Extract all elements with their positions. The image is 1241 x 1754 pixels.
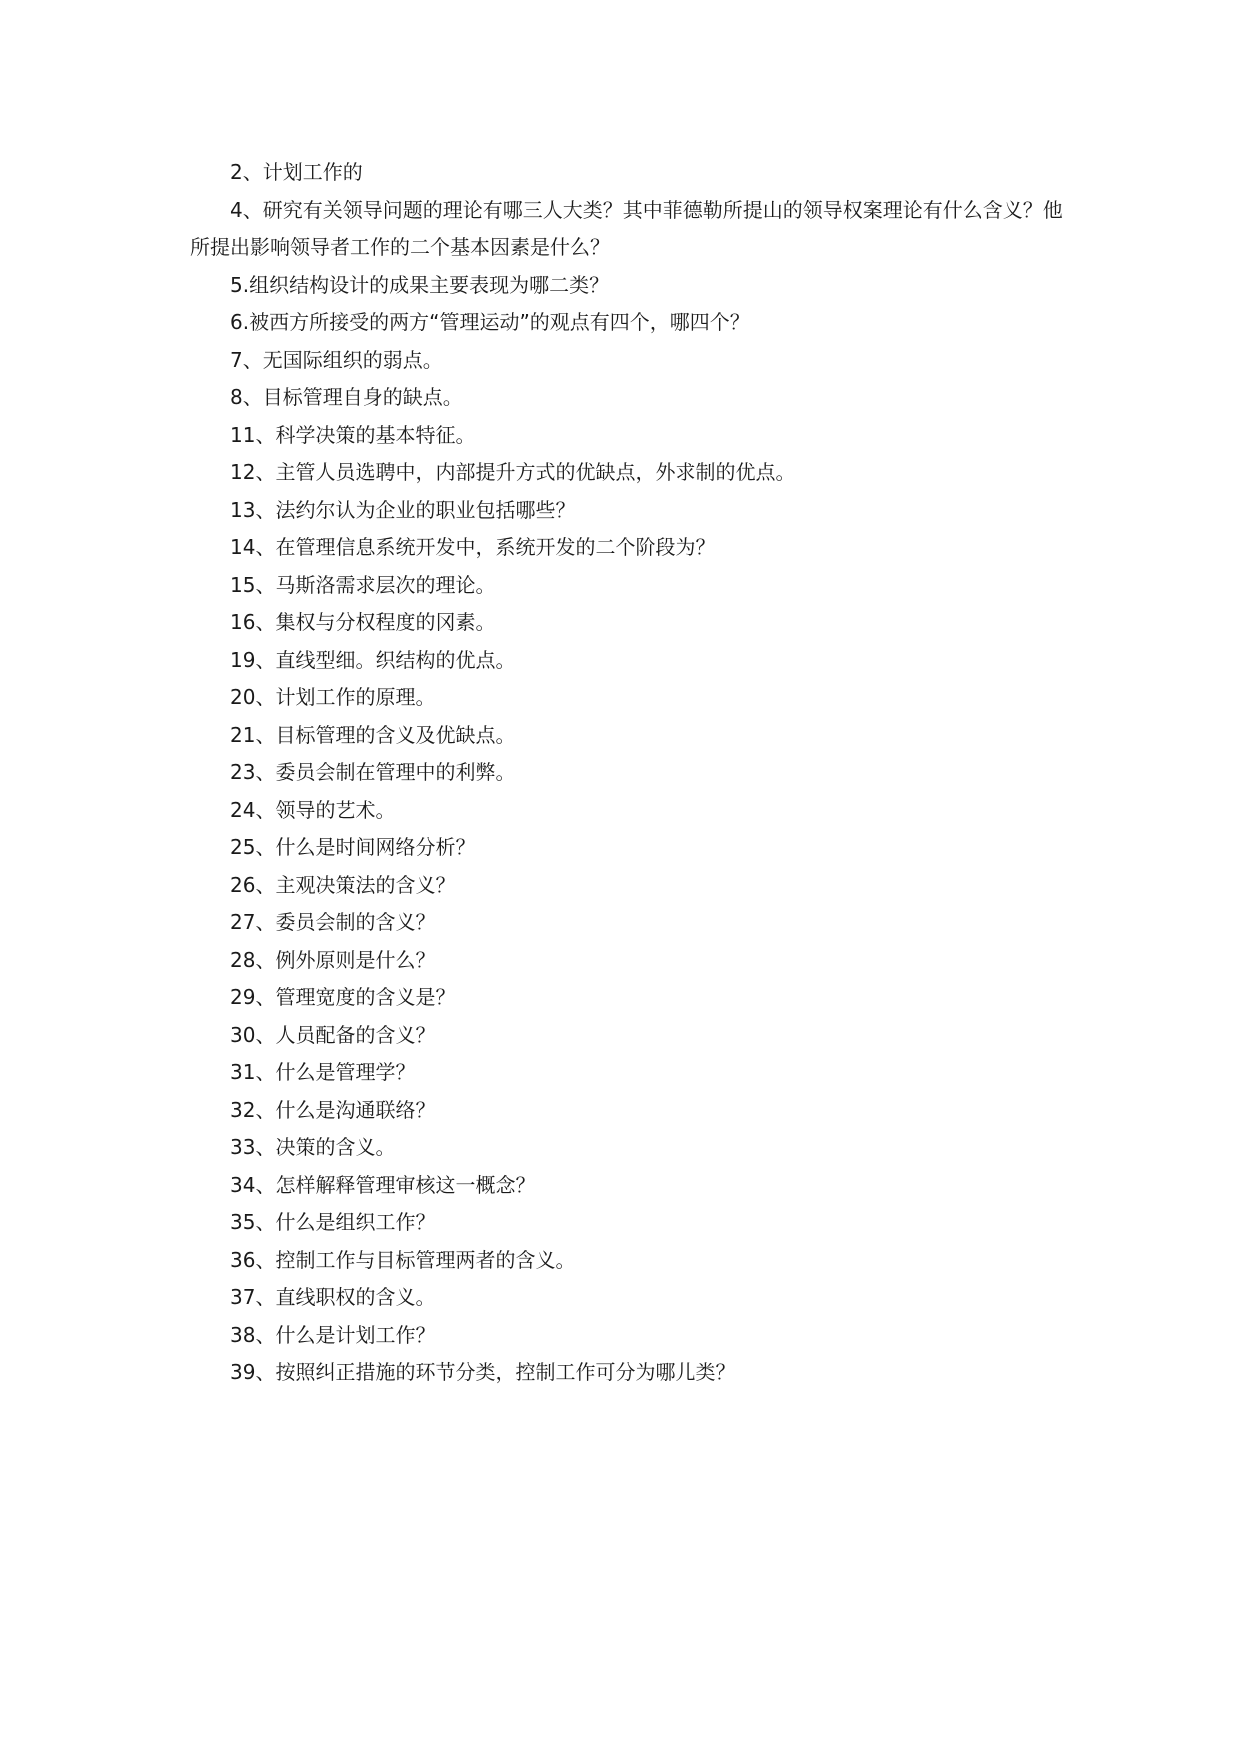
question-item: 12、主管人员选聘中，内部提升方式的优缺点，外求制的优点。 — [230, 460, 796, 484]
question-item: 37、直线职权的含义。 — [230, 1285, 436, 1309]
question-item: 20、计划工作的原理。 — [230, 685, 436, 709]
question-item: 6.被西方所接受的两方“管理运动”的观点有四个，哪四个？ — [230, 310, 750, 334]
question-item: 30、人员配备的含义？ — [230, 1022, 436, 1047]
question-item: 7、无国际组织的弱点。 — [230, 347, 443, 372]
question-item: 23、委员会制在管理中的利弊。 — [230, 760, 516, 784]
question-item: 14、在管理信息系统开发中，系统开发的二个阶段为？ — [230, 535, 716, 559]
question-item: 13、法约尔认为企业的职业包括哪些？ — [230, 497, 576, 522]
question-item: 15、马斯洛需求层次的理论。 — [230, 572, 496, 597]
question-item: 19、直线型细。织结构的优点。 — [230, 647, 516, 672]
question-item: 35、什么是组织工作？ — [230, 1210, 436, 1234]
question-item: 27、委员会制的含义？ — [230, 910, 436, 934]
question-item: 8、目标管理自身的缺点。 — [230, 385, 463, 409]
question-item: 33、决策的含义。 — [230, 1135, 396, 1159]
question-item: 32、什么是沟通联络？ — [230, 1097, 436, 1122]
question-item: 5.组织结构设计的成果主要表现为哪二类？ — [230, 272, 610, 297]
question-item: 11、科学决策的基本特征。 — [230, 422, 476, 447]
question-item: 36、控制工作与目标管理两者的含义。 — [230, 1247, 576, 1272]
question-list — [190, 154, 1070, 1392]
question-item: 16、集权与分权程度的冈素。 — [230, 610, 496, 634]
question-item: 38、什么是计划工作？ — [230, 1322, 436, 1347]
question-item: 29、管理宽度的含义是？ — [230, 985, 456, 1009]
question-item: 39、按照纠正措施的环节分类，控制工作可分为哪儿类？ — [230, 1360, 736, 1384]
question-item: 4、研究有关领导问题的理论有哪三人大类？其中菲德勒所提山的领导权案理论有什么含义？他所提出影响领导者工作的二个基本因素是什么？ — [190, 197, 1063, 259]
question-item: 34、怎样解释管理审核这一概念？ — [230, 1172, 536, 1197]
question-item: 25、什么是时间网络分析？ — [230, 835, 476, 859]
question-item: 24、领导的艺术。 — [230, 797, 396, 822]
question-item: 28、例外原则是什么？ — [230, 947, 436, 972]
question-item: 21、目标管理的含义及优缺点。 — [230, 722, 516, 747]
question-item: 26、主观决策法的含义？ — [230, 872, 456, 897]
question-item: 31、什么是管理学？ — [230, 1060, 416, 1084]
question-item: 2、计划工作的 — [230, 160, 363, 184]
